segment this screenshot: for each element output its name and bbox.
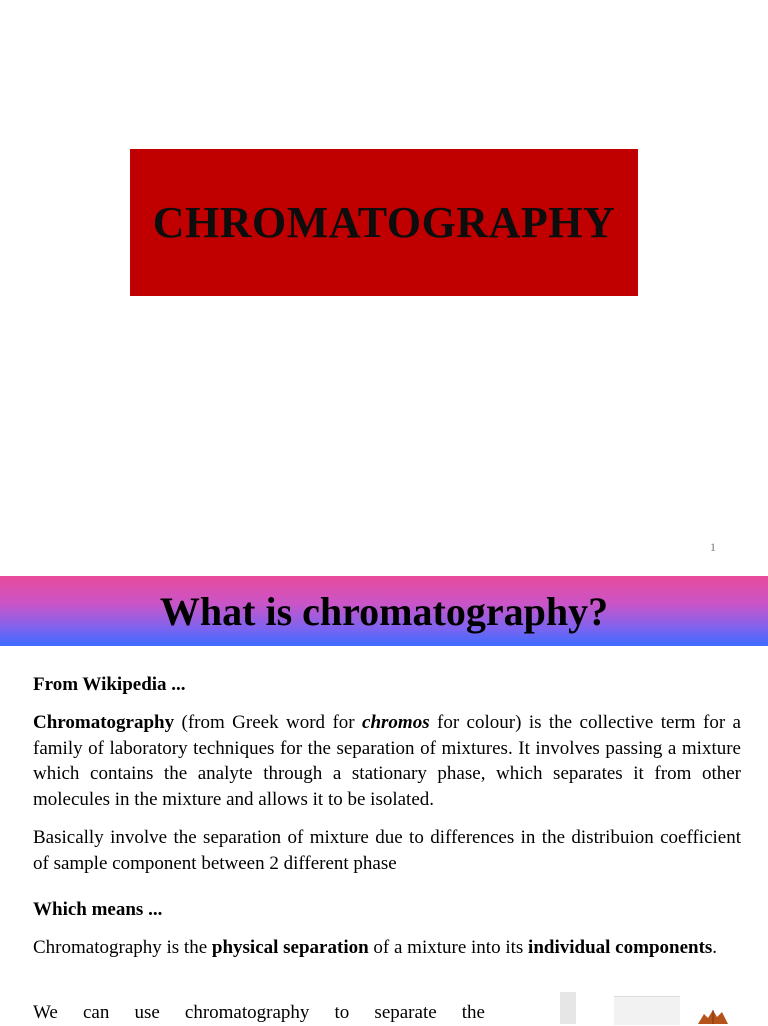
title-box (130, 149, 638, 296)
definition-emphasis: chromos (362, 712, 430, 733)
slide-title: CHROMATOGRAPHY (152, 198, 616, 247)
meaning-text-b: of a mixture into its (368, 937, 529, 958)
page-number: 1 (710, 540, 716, 554)
source-line: From Wikipedia ... (33, 674, 186, 695)
use-paragraph: We can use chromatography to separate the (33, 1002, 485, 1023)
meaning-bold-2: individual components (528, 937, 713, 958)
thumbnail-image (560, 992, 576, 1024)
meaning-bold-1: physical separation (211, 937, 369, 958)
meaning-text-c: . (712, 937, 718, 958)
slide-heading: What is chromatography? (159, 588, 609, 634)
thumbnail-image (614, 996, 680, 1025)
meaning-text-a: Chromatography is the (33, 937, 212, 958)
which-means-label: Which means ... (33, 899, 163, 920)
definition-text-b: for colour) is the collective term for a family of laboratory techniques for the separation of mixtures. It involves passing a mixture which contains the analyte through a stationary phase, which separates it from other molecules in the mixture and allows it to be isolated. (33, 712, 741, 810)
definition-paragraph (33, 710, 741, 812)
definition-text-a: (from Greek word for (174, 712, 363, 733)
leaf-icon (696, 1008, 730, 1024)
heading-banner (0, 576, 768, 646)
definition-term: Chromatography (33, 712, 175, 733)
meaning-paragraph (33, 935, 741, 961)
basic-paragraph: Basically involve the separation of mixture due to differences in the distribuion coefficient of sample component between 2 different phase (33, 827, 741, 874)
slide-2 (0, 576, 768, 1024)
